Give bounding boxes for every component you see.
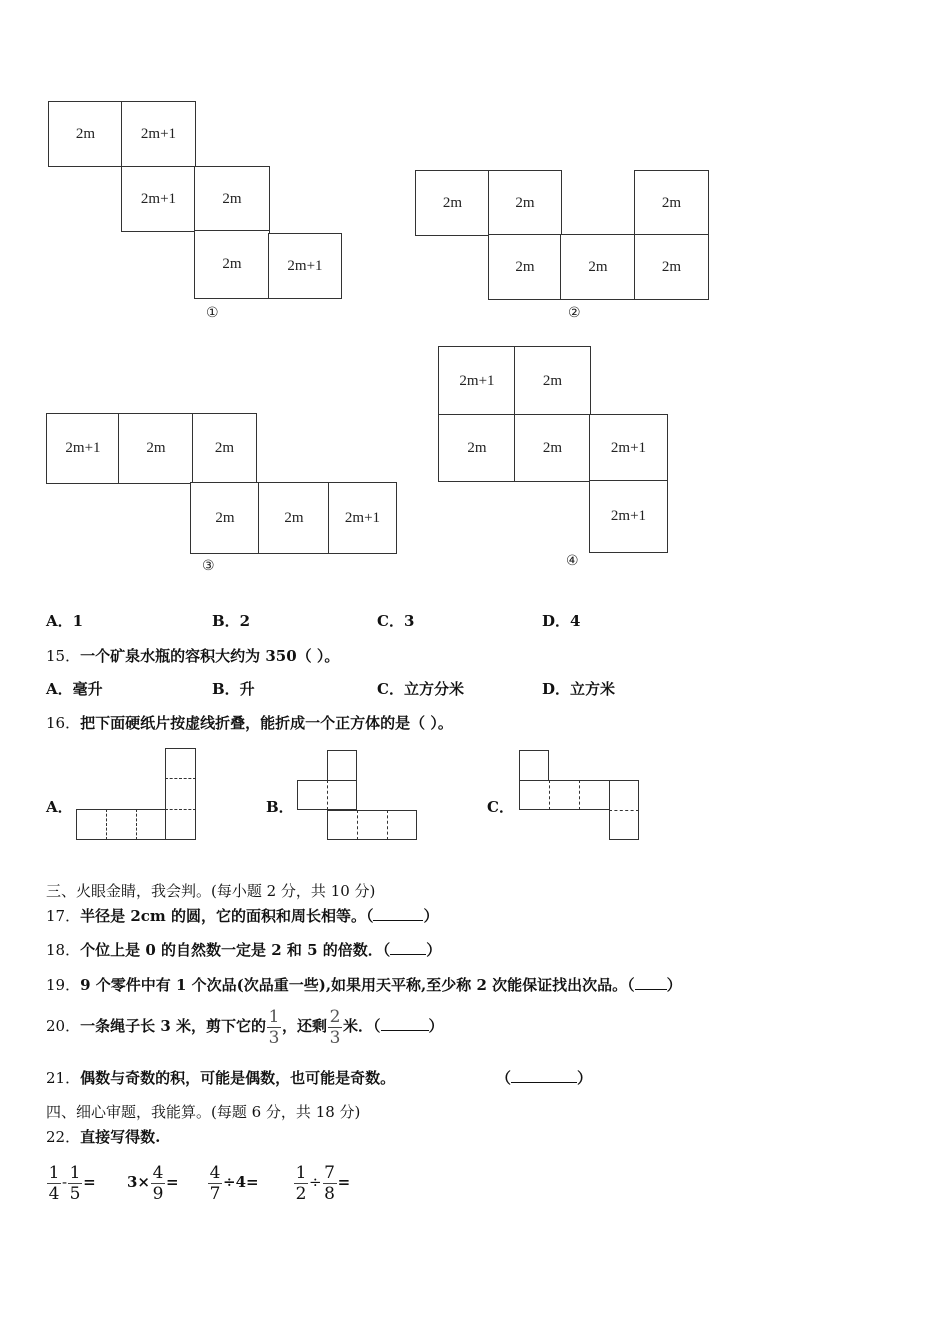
q16-option-a[interactable]: A． <box>46 798 73 816</box>
net-3-face: 2m+1 <box>46 413 120 484</box>
q20-fraction-1-numerator: 1 <box>268 1006 280 1027</box>
q15-text: 一个矿泉水瓶的容积大约为 350（ ）。 <box>80 647 340 665</box>
net-1-face: 2m <box>194 166 270 232</box>
net-3-label: ③ <box>202 558 215 574</box>
q22-question <box>46 1126 160 1147</box>
q22-e3-frac: $\frac{4}{7}$ <box>209 1162 221 1204</box>
q16-option-c[interactable]: C． <box>487 798 514 816</box>
q22-expr-2 <box>127 1158 179 1206</box>
q20-answer-blank[interactable] <box>381 1018 429 1031</box>
q15-option-a[interactable]: A．毫升 <box>46 680 103 698</box>
q20-number: 20． <box>46 1017 81 1035</box>
q21-answer <box>496 1067 592 1088</box>
net-3-face: 2m <box>118 413 194 484</box>
q15-number: 15． <box>46 647 81 665</box>
q21-close: ） <box>577 1069 593 1087</box>
q20-fraction-1-denominator: 3 <box>268 1027 280 1048</box>
q21-question <box>46 1067 395 1088</box>
net-2-face: 2m <box>634 170 709 236</box>
q22-e4-operator: ÷ <box>309 1173 322 1191</box>
q15-option-d[interactable]: D．立方米 <box>542 680 616 698</box>
q22-e2-frac: $\frac{4}{9}$ <box>152 1162 164 1204</box>
q15-question <box>46 645 339 666</box>
section-3-title-text: 三、火眼金睛，我会判。(每小题 2 分，共 10 分) <box>46 882 376 900</box>
net-2-label: ② <box>568 305 581 321</box>
q18-number: 18． <box>46 941 81 959</box>
q17-number: 17． <box>46 907 81 925</box>
section-4-title <box>46 1101 360 1122</box>
q16-text: 把下面硬纸片按虚线折叠，能折成一个正方体的是（ ）。 <box>80 714 453 732</box>
net-4-face: 2m <box>438 414 516 482</box>
q22-expr-3 <box>207 1158 259 1206</box>
q22-e1-frac-2: $\frac{1}{5}$ <box>69 1162 81 1204</box>
q17-close: ） <box>423 907 439 925</box>
net-3-face: 2m <box>258 482 330 554</box>
q22-e2-equals: = <box>166 1173 179 1191</box>
net-4-face: 2m+1 <box>589 480 668 553</box>
q15-option-b[interactable]: B．升 <box>212 680 255 698</box>
q16-figure-a <box>76 748 196 840</box>
net-2-face: 2m <box>560 234 636 300</box>
net-1-face: 2m <box>48 101 123 167</box>
q16-option-b[interactable]: B． <box>266 798 294 816</box>
q22-e3-suffix: ÷4= <box>223 1173 259 1191</box>
q22-e2-prefix: 3× <box>127 1173 151 1191</box>
net-2-face: 2m <box>488 170 562 236</box>
q14-option-d[interactable]: D．4 <box>542 612 581 630</box>
q20-text-pre: 一条绳子长 3 米，剪下它的 <box>80 1017 266 1035</box>
q19-question <box>46 974 682 995</box>
q21-number: 21． <box>46 1069 81 1087</box>
q20-fraction-2-denominator: 3 <box>329 1027 341 1048</box>
net-1-label: ① <box>206 305 219 321</box>
section-3-title <box>46 880 375 901</box>
net-4-label: ④ <box>566 553 579 569</box>
q22-e1-operator: - <box>62 1173 68 1191</box>
net-3-face: 2m+1 <box>328 482 397 554</box>
q22-number: 22． <box>46 1128 81 1146</box>
q17-text: 半径是 2cm 的圆，它的面积和周长相等。（ <box>80 907 374 925</box>
net-4-face: 2m <box>514 414 591 482</box>
net-1-face: 2m+1 <box>268 233 342 299</box>
q17-answer-blank[interactable] <box>373 908 423 921</box>
q16-figure-b <box>297 750 417 840</box>
q20-text-mid: ，还剩 <box>281 1017 327 1035</box>
q19-text: 9 个零件中有 1 个次品(次品重一些),如果用天平称,至少称 2 次能保证找出次品。（ <box>80 976 635 994</box>
net-4-face: 2m <box>514 346 591 416</box>
net-3-face: 2m <box>190 482 260 554</box>
q21-text: 偶数与奇数的积，可能是偶数，也可能是奇数。 <box>80 1069 396 1087</box>
q20-fraction-2 <box>328 1007 342 1048</box>
q22-expr-4 <box>293 1158 350 1206</box>
q20-text-post: 米．（ <box>343 1017 381 1035</box>
q20-question <box>46 1004 444 1048</box>
q15-option-c[interactable]: C．立方分米 <box>377 680 464 698</box>
q22-e4-frac-2: $\frac{7}{8}$ <box>324 1162 335 1204</box>
net-1-face: 2m <box>194 230 270 299</box>
q18-close: ） <box>426 941 442 959</box>
q16-number: 16． <box>46 714 81 732</box>
q16-question <box>46 712 453 733</box>
net-4-face: 2m+1 <box>589 414 668 482</box>
q22-e1-equals: = <box>83 1173 96 1191</box>
q14-option-b[interactable]: B．2 <box>212 612 251 630</box>
net-4-face: 2m+1 <box>438 346 516 416</box>
q18-question <box>46 939 441 960</box>
q22-e1-frac-1: $\frac{1}{4}$ <box>48 1162 60 1204</box>
q14-option-a[interactable]: A．1 <box>46 612 84 630</box>
net-3-face: 2m <box>192 413 257 484</box>
q21-answer-blank[interactable] <box>511 1070 577 1083</box>
section-4-title-text: 四、细心审题，我能算。(每题 6 分，共 18 分) <box>46 1103 361 1121</box>
net-2-face: 2m <box>488 234 562 300</box>
net-1-face: 2m+1 <box>121 101 196 167</box>
q20-close: ） <box>428 1017 444 1035</box>
q22-expr-1 <box>46 1158 96 1206</box>
q21-open: （ <box>496 1069 512 1087</box>
q14-option-c[interactable]: C．3 <box>377 612 415 630</box>
q17-question <box>46 905 439 926</box>
q20-fraction-2-numerator: 2 <box>329 1006 341 1027</box>
net-2-face: 2m <box>415 170 490 236</box>
net-2-face: 2m <box>634 234 709 300</box>
q19-answer-blank[interactable] <box>635 977 667 990</box>
q22-e4-equals: = <box>337 1173 351 1191</box>
net-1-face: 2m+1 <box>121 166 196 232</box>
q22-e4-frac-1: $\frac{1}{2}$ <box>295 1162 307 1204</box>
q16-figure-c <box>519 750 639 840</box>
q20-fraction-1 <box>267 1007 281 1048</box>
q19-number: 19． <box>46 976 81 994</box>
q19-close: ） <box>666 976 682 994</box>
q18-text: 个位上是 0 的自然数一定是 2 和 5 的倍数．（ <box>80 941 391 959</box>
q22-text: 直接写得数. <box>80 1128 161 1146</box>
q18-answer-blank[interactable] <box>390 942 426 955</box>
